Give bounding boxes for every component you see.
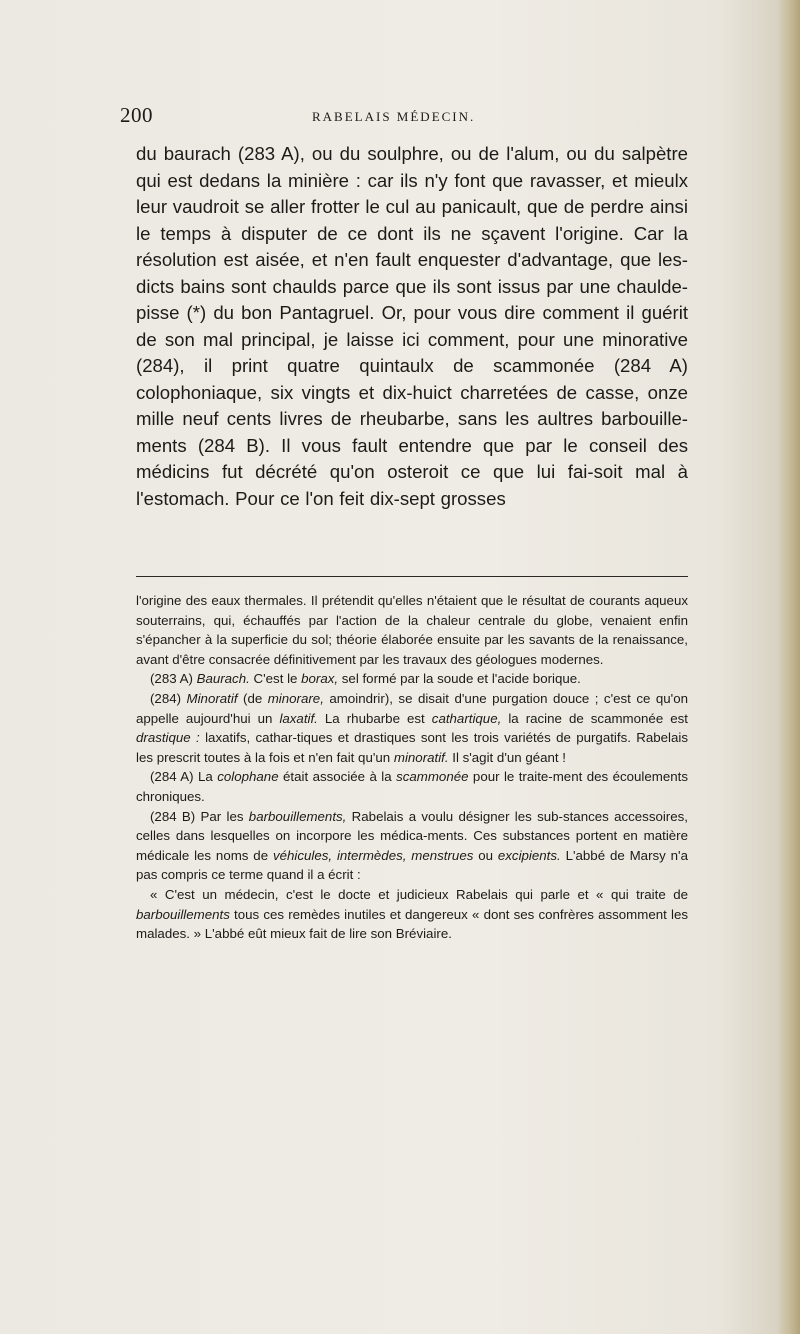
footnote-text: C'est le (249, 671, 302, 687)
footnote-term: Baurach. (196, 671, 250, 687)
footnote-text: l'origine des eaux thermales. Il prétendit qu'elles n'étaient que le résultat de courants aqueux souterrains, qui, échauffés par l'action de la chaleur centrale du globe, venaient enfin s'épancher à la superficie du sol; théorie élaborée ensuite par les savants de la renaissance, avant d'être consacrée définitivement par les travaux des géologues modernes. (136, 593, 688, 667)
footnote-ref: (284 B) Par les (150, 808, 249, 824)
footnote-283a (136, 669, 688, 689)
footnote-284a (136, 767, 688, 806)
page-number: 200 (120, 103, 153, 127)
footnote-quote: « C'est un médecin, c'est le docte et judicieux Rabelais qui parle et « qui traite de (150, 886, 688, 902)
footnote-term: Minoratif (186, 690, 238, 706)
footnote-ref: (284) (150, 690, 187, 706)
footnote-quote: tous ces remèdes inutiles et dangereux « dont ses confrères assomment les malades. » L'abbé eût mieux fait de lire son Bréviaire. (136, 906, 688, 942)
footnote-term: laxatif. (279, 710, 318, 726)
footnote-term: minoratif. (393, 749, 449, 765)
footnote-284 (136, 689, 688, 767)
footnotes (136, 591, 688, 944)
footnote-continuation (136, 591, 688, 669)
page-header (120, 103, 680, 129)
footnote-ref: (284 A) La (150, 769, 218, 785)
footnote-term: drastique : (136, 730, 200, 746)
footnote-text: L'abbé de Marsy n'a pas compris ce terme quand il a écrit : (136, 847, 688, 883)
footnote-ref: (283 A) (150, 671, 197, 687)
main-text-paragraph: du baurach (283 A), ou du soulphre, ou de l'alum, ou du salpètre qui est dedans la minière : car ils n'y font que ravasser, et mieulx leur vaudroit se aller frotter le cul au panicault, que de perdre ainsi le temps à disputer de ce dont ils ne sçavent l'origine. Car la résolution est aisée, et n'en fault enquester d'advantage, que les-dicts bains sont chaulds parce que ils sont issus par une chaulde-pisse (*) du bon Pantagruel. Or, pour vous dire comment il guérit de son mal principal, je laisse ici comment, pour une minorative (284), il print quatre quintaulx de scammonée (284 A) colophoniaque, six vingts et dix-huict charretées de casse, onze mille neuf cents livres de rheubarbe, sans les aultres barbouille-ments (284 B). Il vous fault entendre que par le conseil des médicins fut décrété qu'on osteroit ce que lui fai-soit mal à l'estomach. Pour ce l'on feit dix-sept grosses (136, 143, 688, 509)
footnote-text: était associée à la (278, 769, 397, 785)
footnote-term: barbouillements, (248, 808, 347, 824)
footnote-text: Rabelais a voulu désigner les sub-stances accessoires, celles dans lesquelles on incorpore les médica-ments. Ces substances portent en matière médicale les noms de (136, 808, 688, 863)
running-head: RABELAIS MÉDECIN. (312, 109, 476, 124)
footnote-text: amoindrir), se disait d'une purgation douce ; c'est ce qu'on appelle aujourd'hui un (136, 690, 688, 726)
footnote-term: minorare, (267, 690, 324, 706)
footnote-text: (de (237, 690, 268, 706)
footnote-text: Il s'agit d'un géant ! (448, 749, 567, 765)
footnote-text: laxatifs, cathar-tiques et drastiques sont les trois variétés de purgatifs. Rabelais les prescrit toutes à la fois et n'en fait qu'un (136, 730, 688, 765)
footnote-text: pour le traite-ment des écoulements chroniques. (136, 769, 688, 804)
footnote-term: excipients. (497, 847, 561, 863)
footnote-284b (136, 807, 688, 885)
footnote-term: scammonée (396, 769, 469, 785)
footnote-term: borax, (301, 671, 339, 687)
footnote-term: véhicules, intermèdes, menstrues (272, 847, 474, 863)
page-edge-shadow (778, 0, 800, 1334)
footnote-separator (136, 576, 688, 577)
footnote-term: colophane (217, 769, 279, 785)
footnote-284b-quote (136, 885, 688, 944)
footnote-term: barbouillements (136, 906, 230, 922)
footnote-text: ou (473, 847, 498, 863)
footnote-text: la racine de scammonée est (501, 710, 688, 726)
footnote-text: La rhubarbe est (317, 710, 432, 726)
footnote-term: cathartique, (431, 710, 502, 726)
footnote-text: sel formé par la soude et l'acide borique. (338, 671, 581, 687)
